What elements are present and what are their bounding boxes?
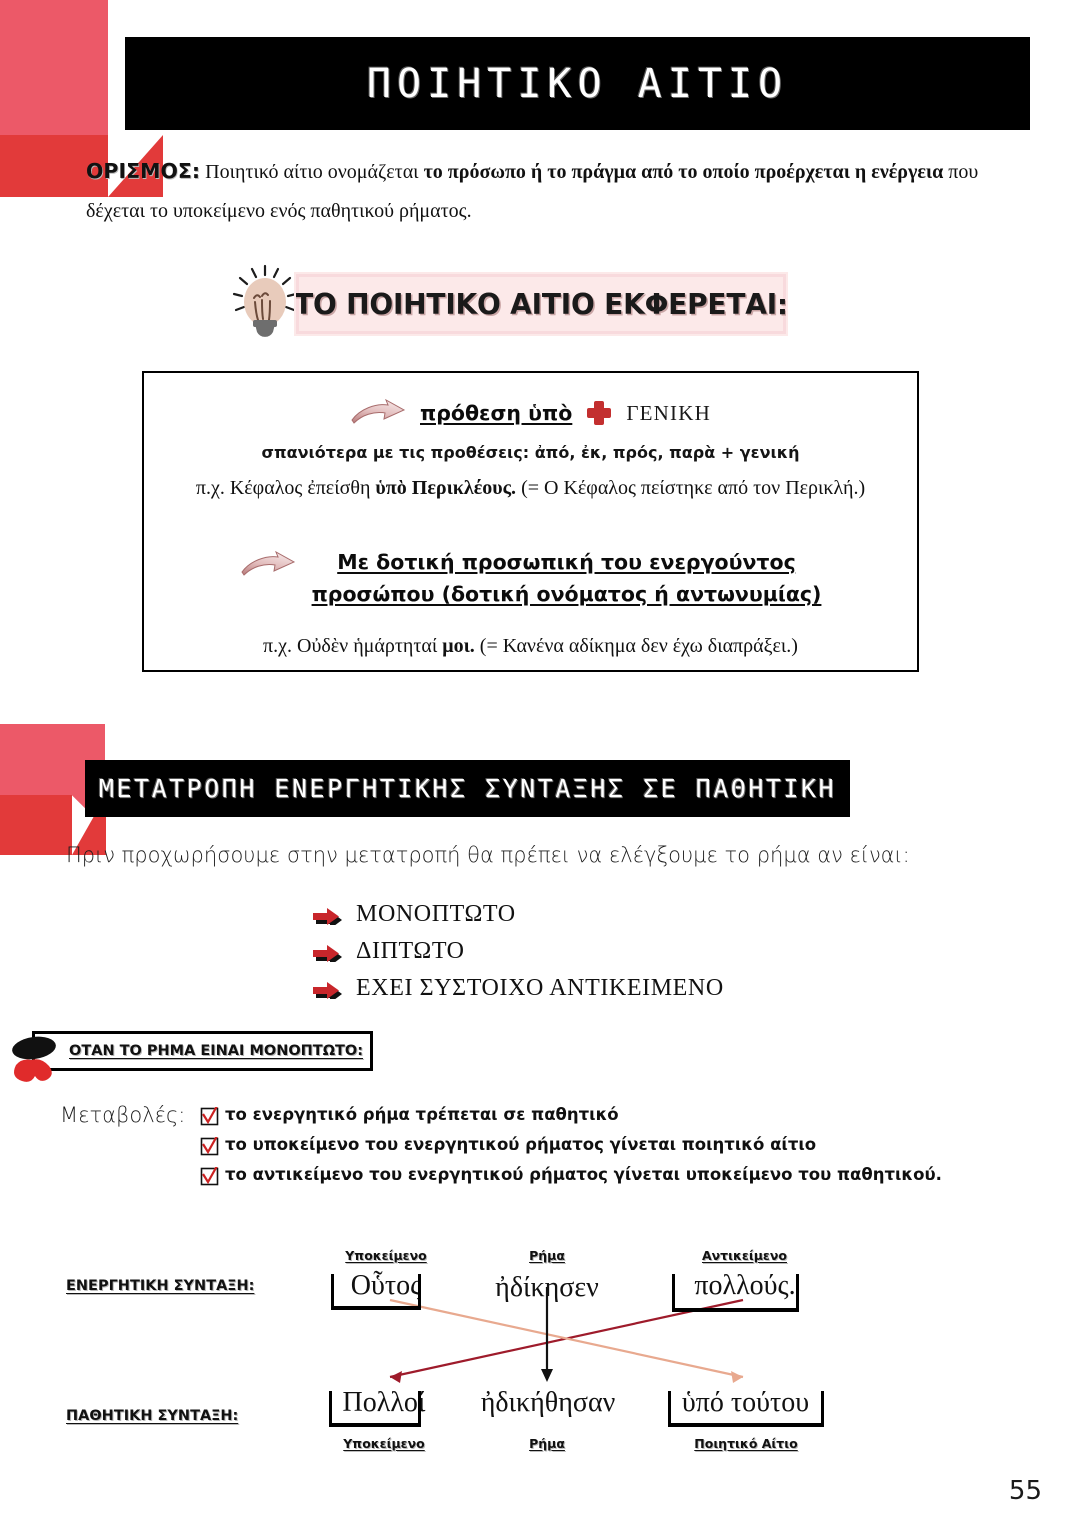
checkbox-checked-icon[interactable] bbox=[200, 1167, 219, 1186]
section-title-banner bbox=[85, 760, 850, 817]
definition-block bbox=[86, 152, 1016, 231]
definition-label: ΟΡΙΣΜΟΣ: bbox=[86, 159, 201, 183]
rare-prepositions-note: σπανιότερα με τις προθέσεις: ἀπό, ἐκ, πρός, παρὰ + γενική bbox=[261, 443, 800, 462]
active-voice-row-label: ΕΝΕΡΓΗΤΙΚΗ ΣΥΝΤΑΞΗ: bbox=[66, 1278, 255, 1294]
genitive-label: ΓΕΝΙΚΗ bbox=[626, 400, 711, 425]
red-arrow-icon bbox=[310, 942, 344, 962]
page-title: ΠΟΙΗΤΙΚΟ ΑΙΤΙΟ bbox=[366, 60, 789, 107]
when-condition-box bbox=[32, 1031, 373, 1071]
preposition-heading: πρόθεση ὑπὸ bbox=[420, 401, 573, 425]
dative-heading-line2: προσώπου (δοτική ονόματος ή αντωνυμίας) bbox=[311, 581, 822, 606]
dative-heading-line1: Με δοτική προσωπική του ενεργούντος bbox=[337, 550, 796, 574]
corner-decoration-mid-dark bbox=[0, 795, 72, 855]
preposition-row bbox=[144, 399, 917, 427]
passive-agent-word: ὑπό τούτου bbox=[681, 1387, 810, 1418]
curved-arrow-icon bbox=[240, 551, 296, 579]
dative-heading bbox=[312, 547, 822, 611]
changes-list bbox=[200, 1105, 942, 1195]
active-object-tag: Αντικείμενο bbox=[701, 1248, 787, 1263]
definition-text-bold: το πρόσωπο ή το πράγμα από το οποίο προέρχεται η ενέργεια bbox=[423, 161, 944, 183]
pink-heading-banner bbox=[296, 274, 786, 334]
example-2 bbox=[144, 635, 917, 658]
list-item bbox=[200, 1165, 942, 1195]
checkbox-checked-icon[interactable] bbox=[200, 1107, 219, 1126]
list-item bbox=[310, 896, 724, 933]
changes-label: Μεταβολές: bbox=[60, 1103, 186, 1127]
passive-subject-tag: Υποκείμενο bbox=[343, 1436, 425, 1451]
checkbox-checked-icon[interactable] bbox=[200, 1137, 219, 1156]
when-condition-label: ΟΤΑΝ ΤΟ ΡΗΜΑ ΕΙΝΑΙ ΜΟΝΟΠΤΩΤΟ: bbox=[69, 1043, 364, 1059]
list-item bbox=[310, 970, 724, 1007]
active-subject-bracket bbox=[331, 1274, 421, 1310]
active-subject-tag: Υποκείμενο bbox=[345, 1248, 427, 1263]
passive-agent-tag: Ποιητικό Αίτιο bbox=[694, 1436, 798, 1451]
ink-blob-icon bbox=[6, 1035, 66, 1087]
red-arrow-icon bbox=[310, 979, 344, 999]
example-1 bbox=[144, 477, 917, 500]
section-title: ΜΕΤΑΤΡΟΠΗ ΕΝΕΡΓΗΤΙΚΗΣ ΣΥΝΤΑΞΗΣ ΣΕ ΠΑΘΗΤΙΚΗ bbox=[98, 774, 837, 803]
passive-subject-bracket bbox=[329, 1391, 421, 1427]
example-2-suffix: (= Κανένα αδίκημα δεν έχω διαπράξει.) bbox=[474, 634, 798, 657]
example-1-bold: ὑπὸ Περικλέους. bbox=[375, 477, 517, 499]
active-object-word: πολλούς. bbox=[694, 1270, 796, 1301]
list-item bbox=[200, 1135, 942, 1165]
verb-type-label: ΕΧΕΙ ΣΥΣΤΟΙΧΟ ΑΝΤΙΚΕΙΜΕΝΟ bbox=[356, 975, 724, 1001]
definition-text-part1: Ποιητικό αίτιο ονομάζεται bbox=[200, 161, 424, 183]
example-2-prefix: π.χ. Οὐδὲν ἡμάρτηταί bbox=[263, 634, 443, 657]
example-1-prefix: π.χ. Κέφαλος ἐπείσθη bbox=[195, 477, 376, 499]
check-intro-text: Πριν προχωρήσουμε στην μετατροπή θα πρέπει να ελέγξουμε το ρήμα αν είναι: bbox=[66, 843, 910, 867]
red-arrow-icon bbox=[310, 905, 344, 925]
plus-icon bbox=[586, 400, 612, 426]
page-number: 55 bbox=[1008, 1476, 1042, 1506]
example-1-suffix: (= Ο Κέφαλος πείστηκε από τον Περικλή.) bbox=[516, 477, 866, 499]
example-2-bold: μοι. bbox=[442, 634, 475, 657]
passive-subject-word: Πολλοί bbox=[342, 1387, 426, 1418]
syntax-transformation-diagram bbox=[0, 1232, 1080, 1482]
active-subject-word: Οὗτος bbox=[350, 1270, 422, 1301]
page-title-banner bbox=[125, 37, 1030, 130]
lightbulb-icon bbox=[226, 262, 304, 360]
dative-row bbox=[144, 547, 917, 611]
expression-methods-box bbox=[142, 371, 919, 672]
pink-heading-label: ΤΟ ΠΟΙΗΤΙΚΟ ΑΙΤΙΟ ΕΚΦΕΡΕΤΑΙ: bbox=[294, 287, 788, 321]
active-verb-tag: Ρήμα bbox=[529, 1248, 565, 1263]
active-verb-word: ἠδίκησεν bbox=[495, 1272, 599, 1303]
passive-verb-tag: Ρήμα bbox=[529, 1436, 565, 1451]
passive-voice-row-label: ΠΑΘΗΤΙΚΗ ΣΥΝΤΑΞΗ: bbox=[66, 1408, 239, 1424]
passive-agent-bracket bbox=[668, 1391, 824, 1427]
change-text: το ενεργητικό ρήμα τρέπεται σε παθητικό bbox=[225, 1105, 619, 1124]
curved-arrow-icon bbox=[350, 399, 406, 427]
change-text: το αντικείμενο του ενεργητικού ρήματος γίνεται υποκείμενο του παθητικού. bbox=[225, 1165, 942, 1184]
verb-type-label: ΜΟΝΟΠΤΩΤΟ bbox=[356, 901, 516, 927]
active-object-bracket bbox=[672, 1274, 799, 1312]
verb-type-label: ΔΙΠΤΩΤΟ bbox=[356, 938, 465, 964]
passive-verb-word: ἠδικήθησαν bbox=[480, 1387, 616, 1418]
list-item bbox=[200, 1105, 942, 1135]
verb-type-list bbox=[310, 896, 724, 1007]
definition-text-part2: που δέχεται το υποκείμενο ενός παθητικού ρήματος. bbox=[86, 161, 979, 222]
list-item bbox=[310, 933, 724, 970]
change-text: το υποκείμενο του ενεργητικού ρήματος γίνεται ποιητικό αίτιο bbox=[225, 1135, 817, 1154]
